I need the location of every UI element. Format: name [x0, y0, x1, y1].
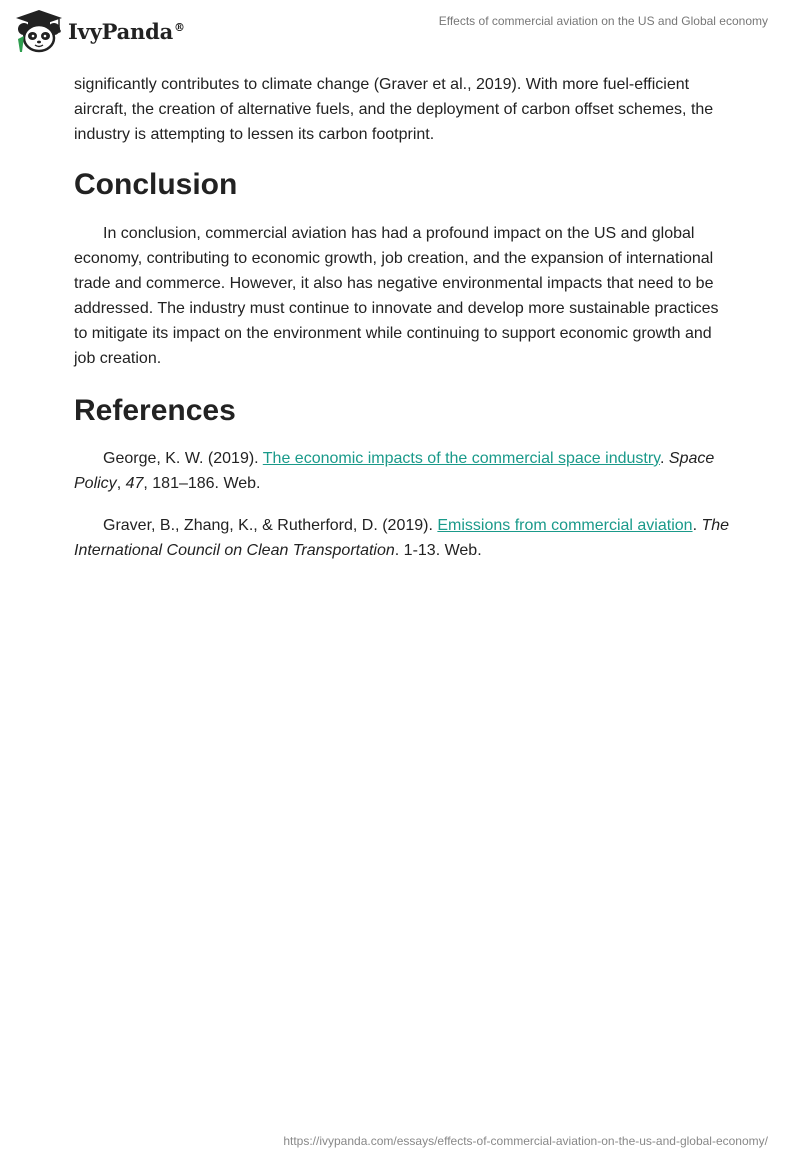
conclusion-paragraph: In conclusion, commercial aviation has had a profound impact on the US and global economy, contributing to economic growth, job creation, and the expansion of international trade and commerce. However, it also has negative environmental impacts that need to be addressed. The industry must continue to innovate and develop more sustainable practices to mitigate its impact on the environment while continuing to support economic growth and job creation.	[74, 225, 719, 367]
reference-journal: Space Policy	[74, 450, 715, 492]
reference-item	[74, 446, 734, 496]
reference-item	[74, 513, 734, 563]
reference-pages: . 1-13. Web.	[394, 542, 482, 559]
reference-link-emissions[interactable]: Emissions from commercial aviation	[437, 517, 693, 534]
ivypanda-logo[interactable]	[12, 8, 185, 54]
reference-punct: .	[659, 450, 665, 467]
reference-volume: 47	[125, 475, 144, 492]
reference-journal: The International Council on Clean Transportation	[74, 517, 730, 559]
intro-paragraph: significantly contributes to climate change (Graver et al., 2019). With more fuel-efficient aircraft, the creation of alternative fuels, and the deployment of carbon offset schemes, the industry is attempting to lessen its carbon footprint.	[74, 76, 714, 143]
reference-authors: Graver, B., Zhang, K., & Rutherford, D. (2019).	[103, 517, 438, 534]
reference-pages: , 181–186. Web.	[143, 475, 261, 492]
reference-punct: .	[692, 517, 698, 534]
document-title: Effects of commercial aviation on the US and Global economy	[438, 14, 768, 28]
conclusion-heading: Conclusion	[74, 168, 238, 201]
brand-name: IvyPanda®	[68, 18, 185, 44]
reference-sep: ,	[116, 475, 126, 492]
registered-mark: ®	[174, 20, 185, 34]
panda-graduate-icon	[12, 8, 66, 54]
reference-authors: George, K. W. (2019).	[103, 450, 263, 467]
essay-content	[74, 72, 734, 580]
footer-url: https://ivypanda.com/essays/effects-of-commercial-aviation-on-the-us-and-global-economy/	[283, 1134, 768, 1148]
reference-link-space-industry[interactable]: The economic impacts of the commercial space industry	[262, 450, 660, 467]
references-heading: References	[74, 394, 236, 427]
